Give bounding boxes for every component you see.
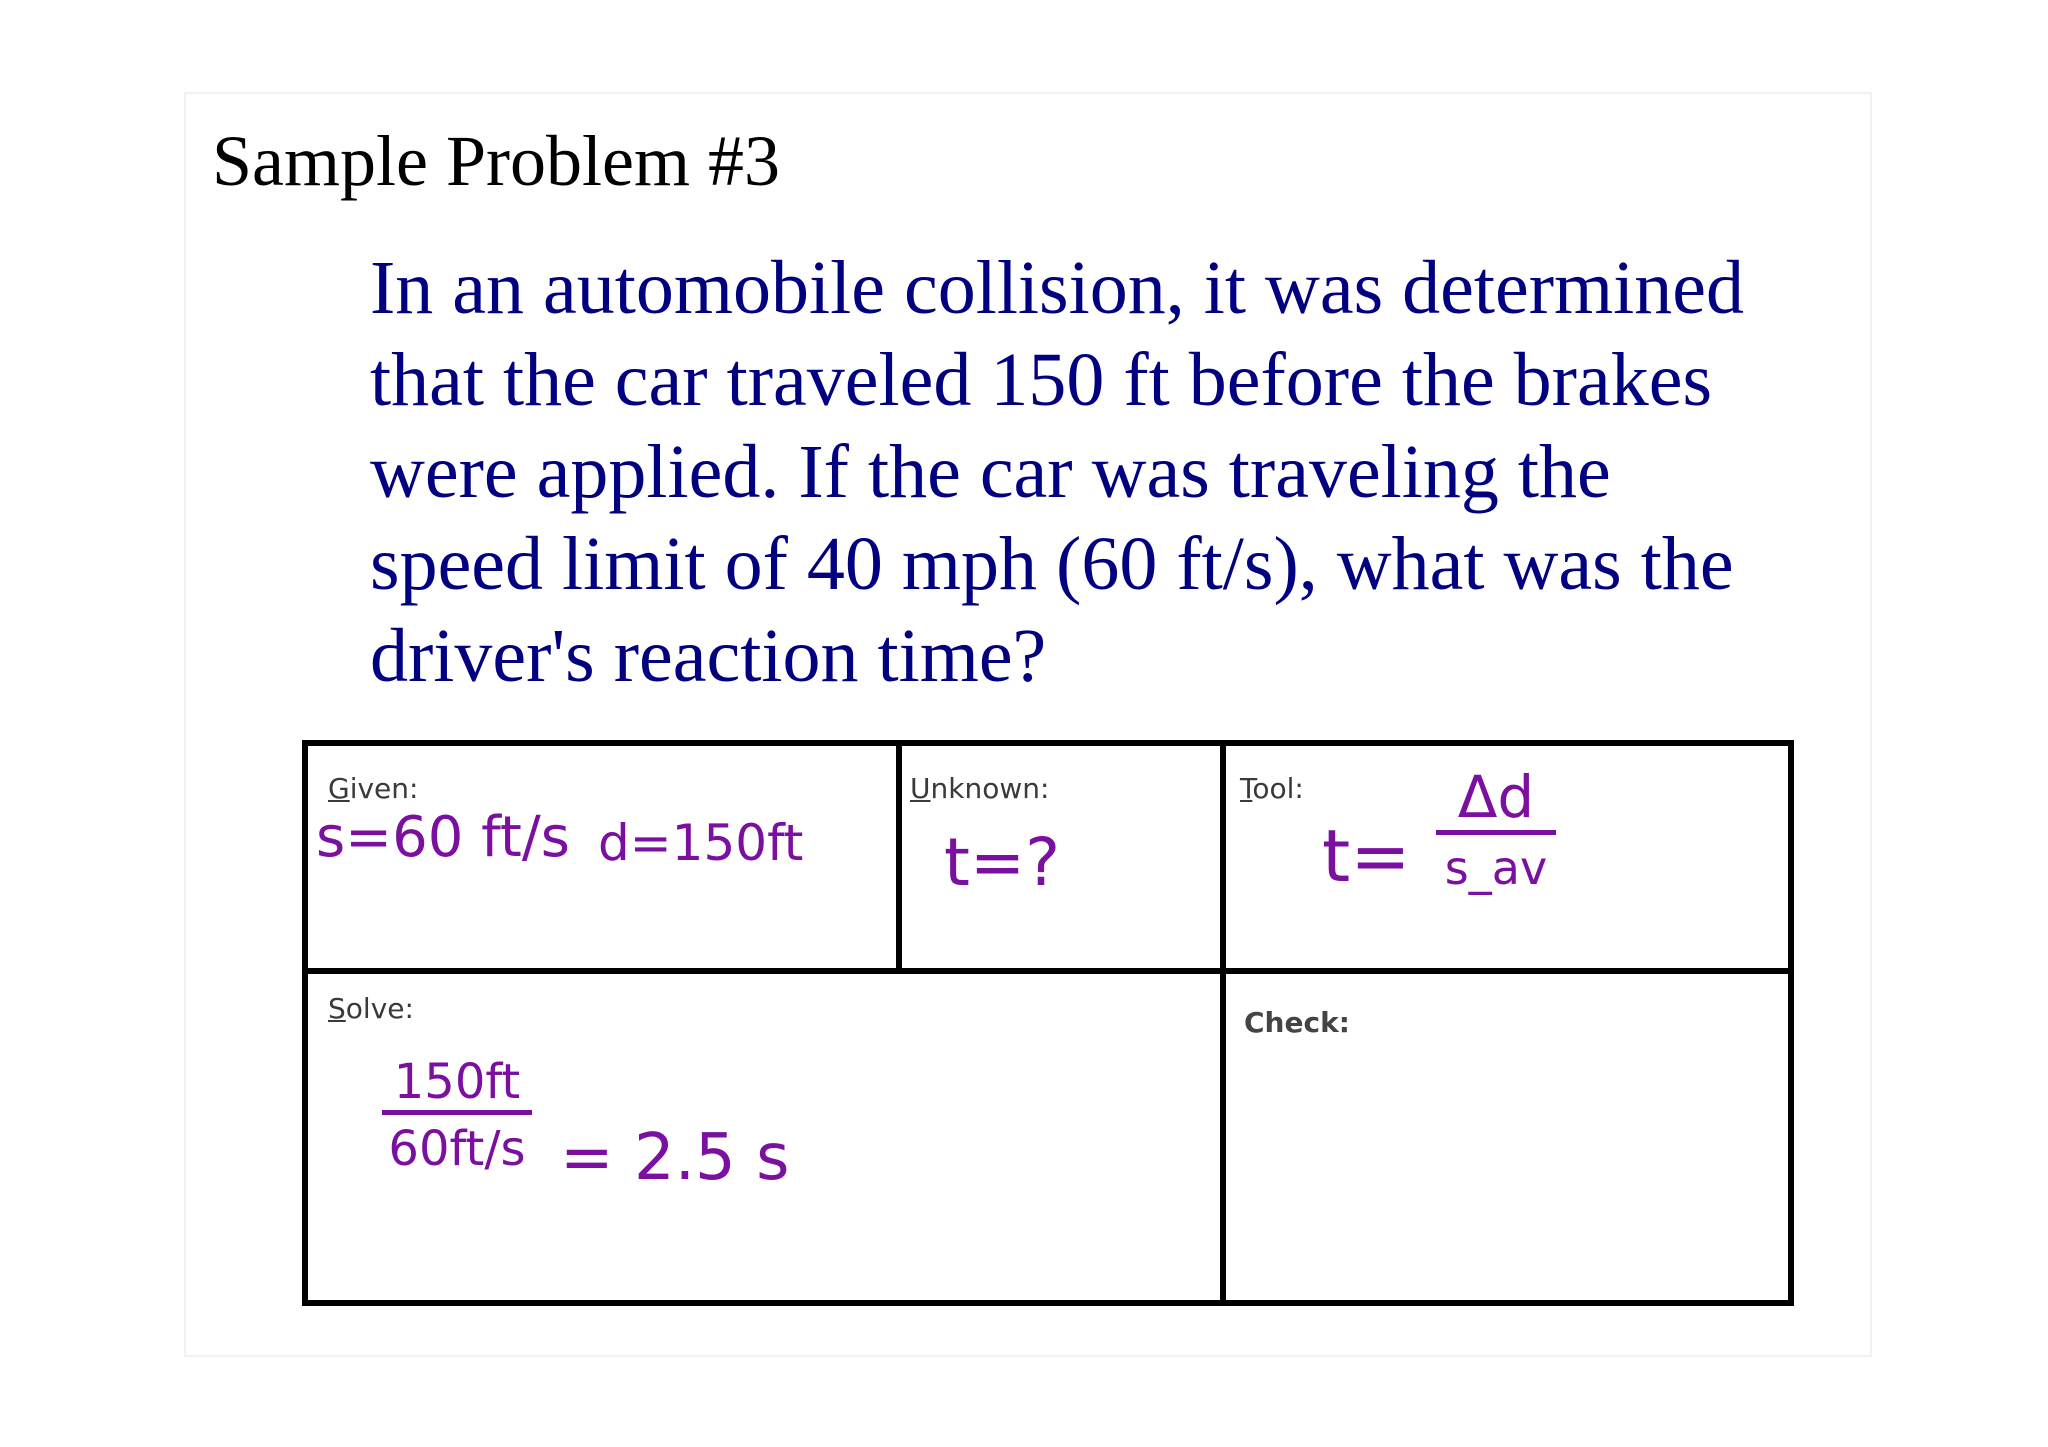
unknown-label: Unknown: <box>910 772 1050 805</box>
tool-cell <box>1220 740 1794 974</box>
slide-title: Sample Problem #3 <box>212 121 780 201</box>
given-speed-handwriting: s=60 ft/s <box>316 805 570 870</box>
check-cell <box>1220 968 1794 1306</box>
tool-numerator: Δd <box>1457 763 1535 831</box>
tool-lhs-handwriting: t= <box>1322 814 1411 898</box>
check-label: Check: <box>1244 1006 1350 1039</box>
problem-line: speed limit of 40 mph (60 ft/s), what was the <box>370 522 1734 606</box>
given-label: Given: <box>328 772 419 805</box>
solve-numerator: 150ft <box>393 1054 521 1110</box>
solve-fraction <box>382 1054 532 1177</box>
tool-denominator: s_av <box>1444 841 1548 895</box>
problem-line: that the car traveled 150 ft before the brakes <box>370 338 1713 422</box>
tool-label: Tool: <box>1240 772 1304 805</box>
unknown-handwriting: t=? <box>944 824 1061 901</box>
solve-result-handwriting: = 2.5 s <box>560 1121 790 1195</box>
gusts-worksheet-grid <box>302 740 1794 1306</box>
given-cell <box>302 740 902 974</box>
solve-label: Solve: <box>328 992 414 1025</box>
fraction-bar <box>382 1110 532 1115</box>
solve-cell <box>302 968 1226 1306</box>
problem-line: were applied. If the car was traveling the <box>370 430 1611 514</box>
problem-line: In an automobile collision, it was determined <box>370 246 1745 330</box>
problem-line: driver's reaction time? <box>370 614 1047 698</box>
tool-fraction <box>1436 763 1556 895</box>
unknown-cell <box>896 740 1226 974</box>
given-distance-handwriting: d=150ft <box>598 814 804 872</box>
problem-statement <box>370 242 1810 702</box>
solve-denominator: 60ft/s <box>388 1121 526 1177</box>
